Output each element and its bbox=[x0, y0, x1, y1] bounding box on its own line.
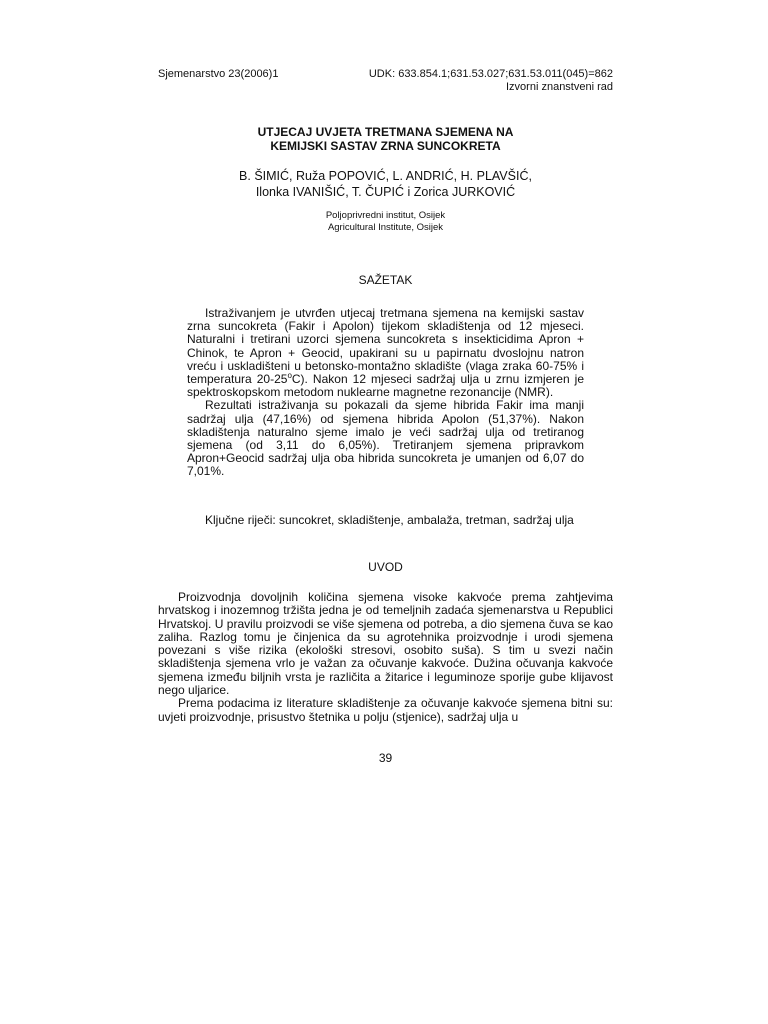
journal-citation: Sjemenarstvo 23(2006)1 bbox=[158, 68, 279, 80]
author-list-line-1: B. ŠIMIĆ, Ruža POPOVIĆ, L. ANDRIĆ, H. PLAVŠIĆ, bbox=[239, 169, 532, 183]
intro-paragraph-1: Proizvodnja dovoljnih količina sjemena visoke kakvoće prema zahtjevima hrvatskog i inozemnog tržišta jedna je od temeljnih zadaća sjemenarstva u Republici Hrvatskoj. U pravilu proizvodi se više sjemena od potreba, a dio sjemena čuva se kao zaliha. Razlog tomu je činjenica da su agrotehnika proizvodnje i urodi sjemena povezani s više rizika (ekološki stresovi, osobito suša). S tim u svezi način skladištenja sjemena vrlo je važan za očuvanje kakvoće. Dužina očuvanja kakvoće sjemena između biljnih vrsta je različita a žitarice i leguminoze sporije gube klijavost nego uljarice. bbox=[158, 590, 613, 698]
page-number: 39 bbox=[378, 751, 393, 765]
paper-title-line-2: KEMIJSKI SASTAV ZRNA SUNCOKRETA bbox=[270, 139, 501, 153]
abstract-p1-text-b: C). Nakon 12 mjeseci sadržaj ulja u zrnu izmjeren je spektroskopskom metodom nuklearne magnetne rezonancije (NMR). bbox=[187, 372, 584, 400]
intro-body bbox=[158, 591, 613, 724]
intro-heading: UVOD bbox=[368, 560, 403, 574]
paper-title bbox=[158, 125, 613, 153]
keywords bbox=[187, 514, 584, 527]
degree-superscript: o bbox=[287, 371, 292, 381]
intro-paragraph-2: Prema podacima iz literature skladištenje za očuvanje kakvoće sjemena bitni su: uvjeti proizvodnje, prisustvo štetnika u polju (stjenice), sadržaj ulja u bbox=[158, 696, 613, 724]
abstract-body bbox=[187, 307, 584, 479]
abstract-heading: SAŽETAK bbox=[358, 273, 413, 287]
abstract-paragraph-2: Rezultati istraživanja su pokazali da sjeme hibrida Fakir ima manji sadržaj ulja (47,16%) od sjemena hibrida Apolon (51,37%). Nakon skladištenja naturalno sjeme imalo je veći sadržaj ulja od tretiranog sjemena (od 3,11 do 6,05%). Tretiranjem sjemena pripravkom Apron+Geocid sadržaj ulja oba hibrida suncokreta je umanjen od 6,07 do 7,01%. bbox=[187, 398, 584, 479]
article-type: Izvorni znanstveni rad bbox=[506, 81, 613, 93]
affiliation-english: Agricultural Institute, Osijek bbox=[327, 222, 444, 233]
author-list bbox=[158, 168, 613, 200]
keywords-text: Ključne riječi: suncokret, skladištenje, ambalaža, tretman, sadržaj ulja bbox=[205, 513, 574, 527]
udk-code: UDK: 633.854.1;631.53.027;631.53.011(045)=862 bbox=[368, 68, 613, 80]
affiliation bbox=[158, 210, 613, 234]
author-list-line-2: Ilonka IVANIŠIĆ, T. ČUPIĆ i Zorica JURKOVIĆ bbox=[255, 185, 516, 199]
affiliation-croatian: Poljoprivredni institut, Osijek bbox=[325, 210, 446, 221]
abstract-p1-text-a: Istraživanjem je utvrđen utjecaj tretmana sjemena na kemijski sastav zrna suncokreta (Fakir i Apolon) tijekom skladištenja od 12 mjeseci. Naturalni i tretirani uzorci sjemena suncokreta s insekticidima Apron + Chinok, te Apron + Geocid, upakirani su u papirnatu dvoslojnu natron vreću i uskladišteni u betonsko-montažno skladište (vlaga zraka 60-75% i temperatura 20-25 bbox=[187, 306, 584, 387]
paper-title-line-1: UTJECAJ UVJETA TRETMANA SJEMENA NA bbox=[257, 125, 514, 139]
abstract-paragraph-1 bbox=[187, 307, 584, 399]
